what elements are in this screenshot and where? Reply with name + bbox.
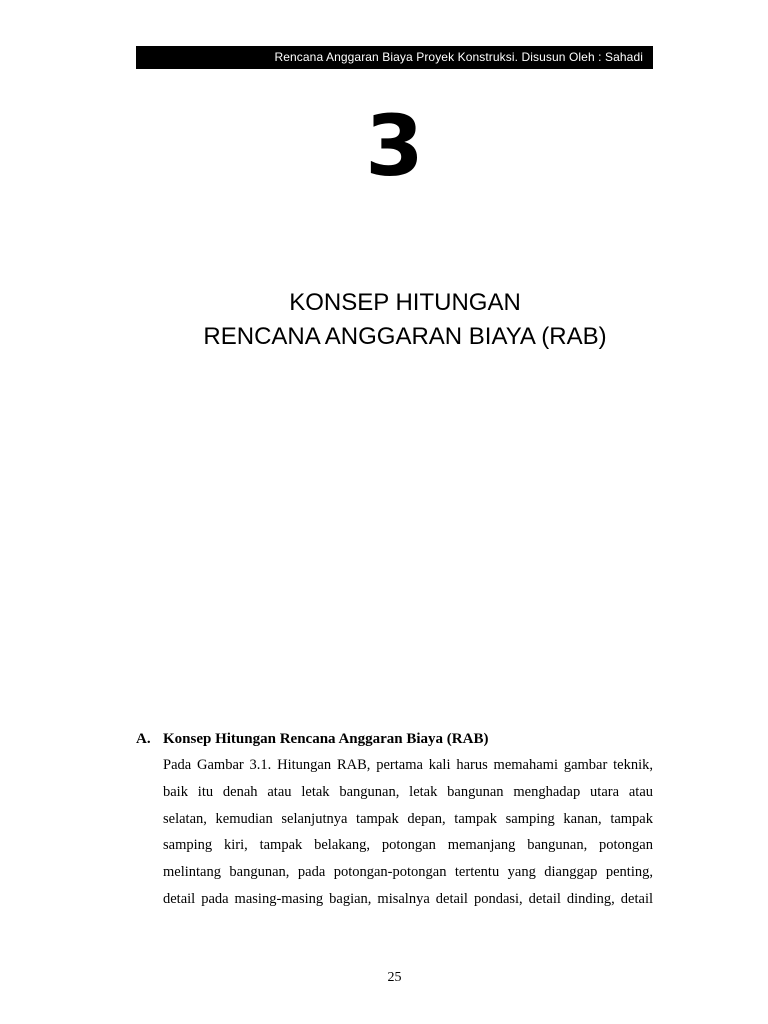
body-line: melintang bangunan, pada potongan-potongan tertentu yang dianggap penting, [163, 864, 653, 881]
chapter-title-line-2: RENCANA ANGGARAN BIAYA (RAB) [203, 323, 607, 350]
chapter-title-line-1: KONSEP HITUNGAN [289, 289, 521, 316]
body-line: Pada Gambar 3.1. Hitungan RAB, pertama kali harus memahami gambar teknik, [163, 757, 653, 773]
running-header [136, 46, 653, 69]
body-line: detail pada masing-masing bagian, misalnya detail pondasi, detail dinding, detail [163, 890, 653, 907]
body-line: selatan, kemudian selanjutnya tampak depan, tampak samping kanan, tampak [163, 810, 653, 827]
chapter-number: 3 [365, 97, 424, 195]
section-letter: A. [136, 731, 151, 747]
body-line: samping kiri, tampak belakang, potongan memanjang bangunan, potongan [163, 837, 653, 854]
section-heading-text: Konsep Hitungan Rencana Anggaran Biaya (RAB) [163, 731, 489, 747]
running-header-text: Rencana Anggaran Biaya Proyek Konstruksi. Disusun Oleh : Sahadi [274, 50, 643, 64]
body-line: baik itu denah atau letak bangunan, letak bangunan menghadap utara atau [163, 783, 653, 800]
section-body [163, 755, 653, 916]
section-heading [136, 729, 488, 749]
page-number: 25 [387, 970, 402, 985]
